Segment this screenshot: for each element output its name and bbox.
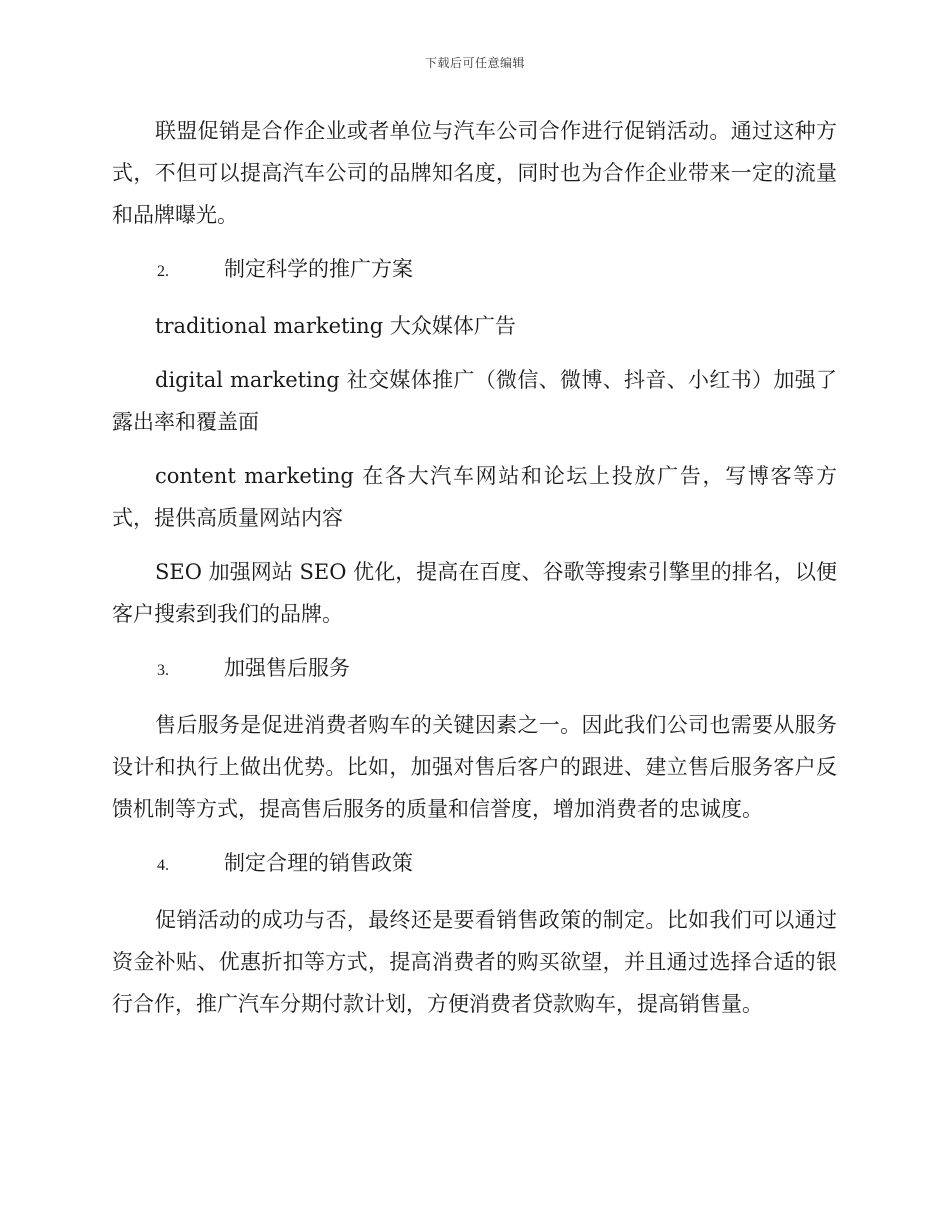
paragraph-traditional-marketing: traditional marketing 大众媒体广告 (155, 314, 516, 338)
paragraph-content-marketing: content marketing 在各大汽车网站和论坛上投放广告，写博客等方式，提供高质量网站内容 (112, 464, 837, 530)
section-number: 2. (157, 263, 169, 280)
section-title: 制定合理的销售政策 (224, 851, 413, 875)
section-number: 4. (157, 857, 169, 874)
section-heading-3 (112, 647, 837, 692)
page-header: 下载后可任意编辑 (424, 56, 525, 70)
section-title: 制定科学的推广方案 (224, 257, 413, 281)
paragraph-sales-policy: 促销活动的成功与否，最终还是要看销售政策的制定。比如我们可以通过资金补贴、优惠折扣等方式，提高消费者的购买欲望，并且通过选择合适的银行合作，推广汽车分期付款计划，方便消费者贷款购车，提高销售量。 (112, 908, 837, 1016)
paragraph-after-sales: 售后服务是促进消费者购车的关键因素之一。因此我们公司也需要从服务设计和执行上做出优势。比如，加强对售后客户的跟进、建立售后服务客户反馈机制等方式，提高售后服务的质量和信誉度，增加消费者的忠诚度。 (112, 713, 837, 821)
paragraph-alliance-promotion: 联盟促销是合作企业或者单位与汽车公司合作进行促销活动。通过这种方式，不但可以提高汽车公司的品牌知名度，同时也为合作企业带来一定的流量和品牌曝光。 (112, 119, 837, 227)
paragraph-seo: SEO 加强网站 SEO 优化，提高在百度、谷歌等搜索引擎里的排名，以便客户搜索到我们的品牌。 (112, 560, 837, 626)
paragraph-digital-marketing: digital marketing 社交媒体推广（微信、微博、抖音、小红书）加强了露出率和覆盖面 (112, 368, 837, 434)
section-title: 加强售后服务 (224, 656, 350, 680)
section-number: 3. (157, 662, 169, 679)
document-body (112, 110, 837, 1037)
section-heading-4 (112, 842, 837, 887)
section-heading-2 (112, 248, 837, 293)
